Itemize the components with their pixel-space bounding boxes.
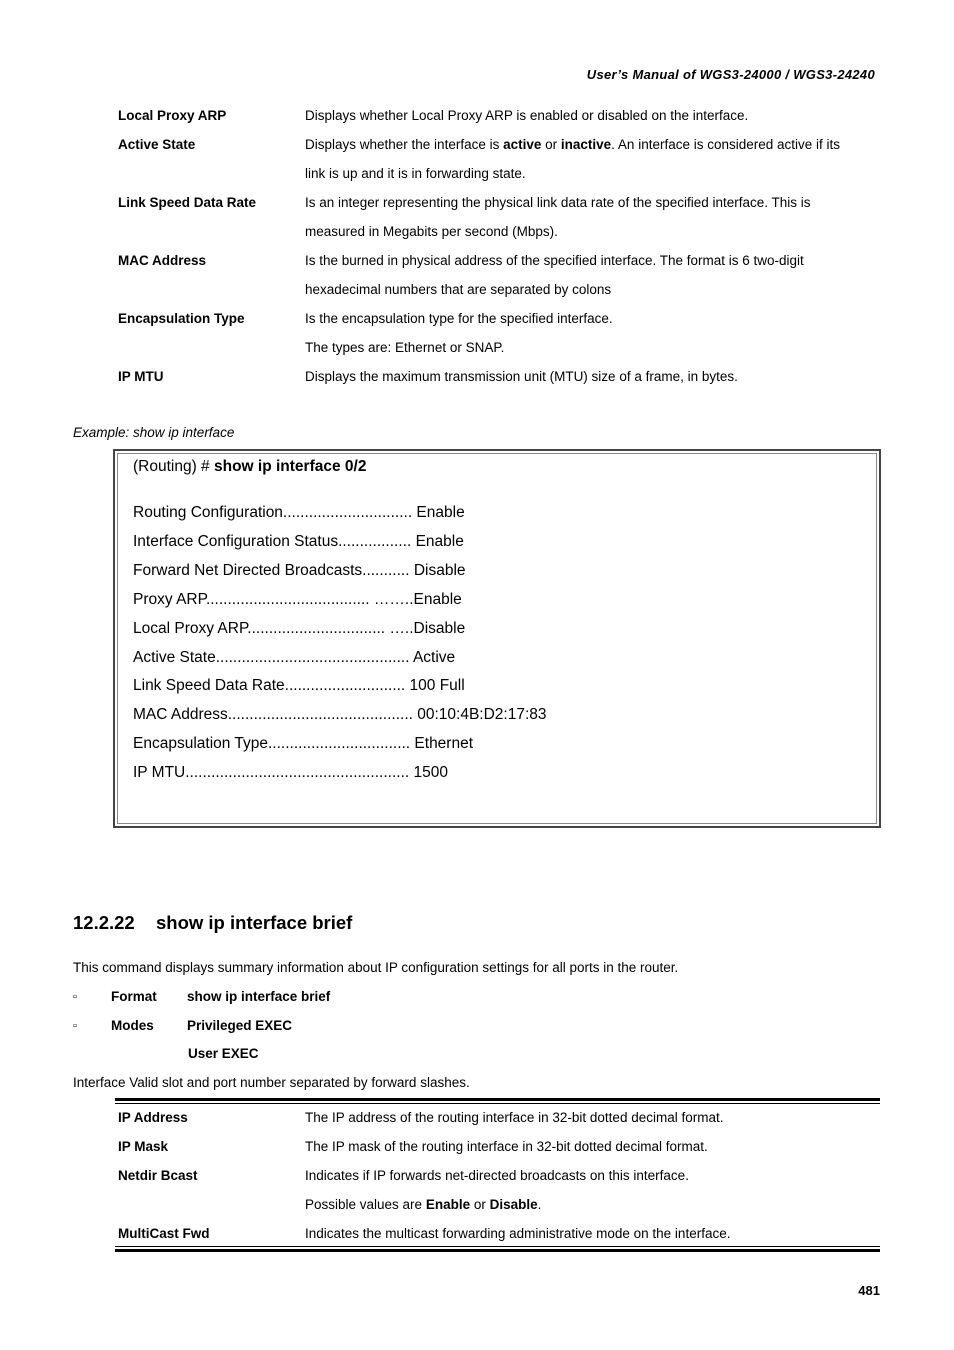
table-term: MAC Address bbox=[118, 253, 207, 268]
cli-command-line bbox=[133, 458, 366, 476]
format-label: Format bbox=[111, 989, 157, 1004]
cli-output-line: Link Speed Data Rate............................ 100 Full bbox=[133, 677, 465, 695]
cli-output-line: Encapsulation Type................................. Ethernet bbox=[133, 735, 474, 753]
table-description: Indicates the multicast forwarding administrative mode on the interface. bbox=[305, 1226, 731, 1241]
example-label: Example: show ip interface bbox=[73, 425, 235, 440]
table-description: Displays the maximum transmission unit (MTU) size of a frame, in bytes. bbox=[305, 369, 738, 384]
modes-value-privileged: Privileged EXEC bbox=[187, 1018, 293, 1033]
table-top-rule bbox=[115, 1098, 880, 1101]
table-term: Active State bbox=[118, 137, 196, 152]
section-number: 12.2.22 bbox=[73, 912, 135, 933]
page-header: User’s Manual of WGS3-24000 / WGS3-24240 bbox=[586, 67, 875, 82]
cli-output-line: Forward Net Directed Broadcasts........... Disable bbox=[133, 561, 466, 579]
cli-output-line: MAC Address........................................... 00:10:4B:D2:17:83 bbox=[133, 706, 547, 724]
table-term: IP Mask bbox=[118, 1139, 169, 1154]
table-term: IP Address bbox=[118, 1110, 188, 1125]
table-term: Local Proxy ARP bbox=[118, 108, 227, 123]
table-description: Possible values are Enable or Disable. bbox=[305, 1197, 542, 1212]
bullet-modes: ▫ bbox=[73, 1020, 77, 1032]
table-description: The IP address of the routing interface in 32-bit dotted decimal format. bbox=[305, 1110, 724, 1125]
table-description: link is up and it is in forwarding state. bbox=[305, 166, 526, 181]
table-term: Netdir Bcast bbox=[118, 1168, 198, 1183]
table-bottom-rule bbox=[115, 1249, 880, 1252]
bullet-format: ▫ bbox=[73, 991, 77, 1003]
table-description: The types are: Ethernet or SNAP. bbox=[305, 340, 505, 355]
page-number: 481 bbox=[858, 1283, 880, 1298]
table-description: The IP mask of the routing interface in 32-bit dotted decimal format. bbox=[305, 1139, 708, 1154]
table-bottom-rule-thin bbox=[115, 1246, 880, 1247]
modes-value-user: User EXEC bbox=[188, 1046, 259, 1061]
section-heading bbox=[73, 912, 352, 934]
interface-note: Interface Valid slot and port number separated by forward slashes. bbox=[73, 1075, 470, 1090]
table-description: Is the encapsulation type for the specified interface. bbox=[305, 311, 613, 326]
table-description: Is the burned in physical address of the specified interface. The format is 6 two-digit bbox=[305, 253, 804, 268]
cli-output-line: Routing Configuration.............................. Enable bbox=[133, 504, 465, 521]
cli-output-line: Proxy ARP...................................... ……..Enable bbox=[133, 590, 462, 608]
table-description: hexadecimal numbers that are separated by colons bbox=[305, 282, 612, 297]
table-top-rule-thin bbox=[115, 1103, 880, 1104]
cli-prompt: (Routing) # bbox=[133, 458, 214, 475]
table-description: Indicates if IP forwards net-directed broadcasts on this interface. bbox=[305, 1168, 689, 1183]
table-term: Encapsulation Type bbox=[118, 311, 245, 326]
table-description: measured in Megabits per second (Mbps). bbox=[305, 224, 558, 239]
format-value: show ip interface brief bbox=[187, 989, 331, 1004]
section-title: show ip interface brief bbox=[156, 912, 353, 933]
cli-output-line: Interface Configuration Status................. Enable bbox=[133, 532, 464, 550]
table-term: Link Speed Data Rate bbox=[118, 195, 257, 210]
table-description: Displays whether the interface is active or inactive. An interface is considered active if its bbox=[305, 137, 841, 152]
cli-output-line: Active State............................................. Active bbox=[133, 648, 456, 666]
cli-command: show ip interface 0/2 bbox=[213, 458, 367, 475]
table-term: MultiCast Fwd bbox=[118, 1226, 210, 1241]
table-term: IP MTU bbox=[118, 369, 164, 384]
modes-label: Modes bbox=[111, 1018, 154, 1033]
cli-output-line: IP MTU.................................................... 1500 bbox=[133, 764, 448, 782]
table-description: Is an integer representing the physical link data rate of the specified interface. This is bbox=[305, 195, 811, 210]
section-description: This command displays summary information about IP configuration settings for all ports in the router. bbox=[73, 960, 679, 975]
table-description: Displays whether Local Proxy ARP is enabled or disabled on the interface. bbox=[305, 108, 749, 123]
cli-output-line: Local Proxy ARP................................ …..Disable bbox=[133, 619, 466, 637]
